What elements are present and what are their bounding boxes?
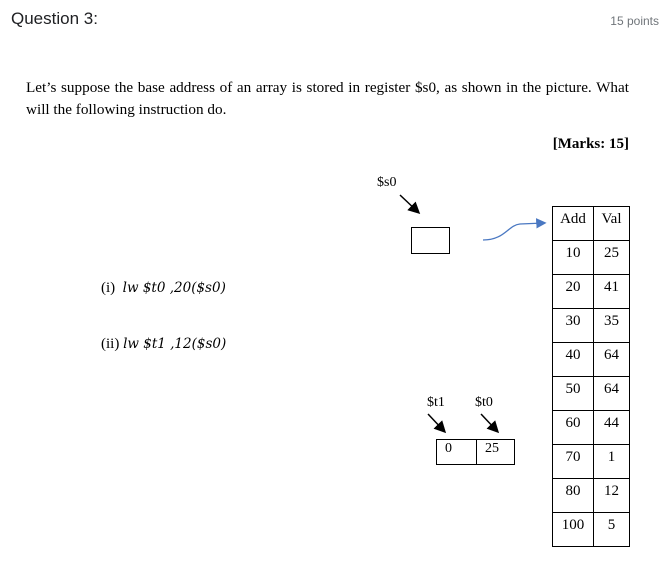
t1-register-value: 0 — [436, 439, 477, 465]
s0-register-box — [411, 227, 450, 254]
s0-to-table-arrow — [483, 223, 544, 240]
value-cell: 12 — [594, 479, 630, 513]
address-cell: 10 — [553, 241, 594, 275]
t1-label: $t1 — [427, 395, 445, 410]
address-cell: 20 — [553, 275, 594, 309]
value-cell: 1 — [594, 445, 630, 479]
table-row — [553, 241, 630, 275]
t0-register-value: 25 — [476, 439, 515, 465]
address-cell: 50 — [553, 377, 594, 411]
table-row — [553, 377, 630, 411]
table-row — [553, 513, 630, 547]
table-row — [553, 411, 630, 445]
question-prompt: Let’s suppose the base address of an array is stored in register $s0, as shown in the picture. What will the following instruction do. — [26, 79, 629, 118]
s0-label: $s0 — [377, 175, 397, 190]
memory-table — [552, 206, 630, 547]
value-cell: 64 — [594, 343, 630, 377]
t1-pointer-arrow — [428, 414, 444, 431]
table-row — [553, 445, 630, 479]
address-cell: 70 — [553, 445, 594, 479]
address-cell: 60 — [553, 411, 594, 445]
table-row — [553, 309, 630, 343]
t0-pointer-arrow — [481, 414, 497, 431]
t0-label: $t0 — [475, 395, 493, 410]
address-cell: 40 — [553, 343, 594, 377]
value-cell: 35 — [594, 309, 630, 343]
value-cell: 41 — [594, 275, 630, 309]
instruction-text: lw $t0 ,20($s0) — [122, 280, 226, 296]
address-cell: 30 — [553, 309, 594, 343]
value-cell: 25 — [594, 241, 630, 275]
table-header-row — [553, 207, 630, 241]
address-cell: 80 — [553, 479, 594, 513]
header-value: Val — [594, 207, 630, 241]
instruction-text: lw $t1 ,12($s0) — [123, 336, 227, 352]
marks-label: [Marks: 15] — [552, 136, 629, 152]
value-cell: 44 — [594, 411, 630, 445]
question-title: Question 3: — [11, 9, 98, 28]
table-row — [553, 479, 630, 513]
value-cell: 64 — [594, 377, 630, 411]
s0-pointer-arrow — [400, 195, 418, 212]
table-row — [553, 275, 630, 309]
item-number: (ii) — [101, 336, 120, 352]
address-cell: 100 — [553, 513, 594, 547]
value-cell: 5 — [594, 513, 630, 547]
header-address: Add — [553, 207, 594, 241]
table-row — [553, 343, 630, 377]
points-badge: 15 points — [610, 14, 659, 28]
item-number: (i) — [101, 280, 116, 296]
